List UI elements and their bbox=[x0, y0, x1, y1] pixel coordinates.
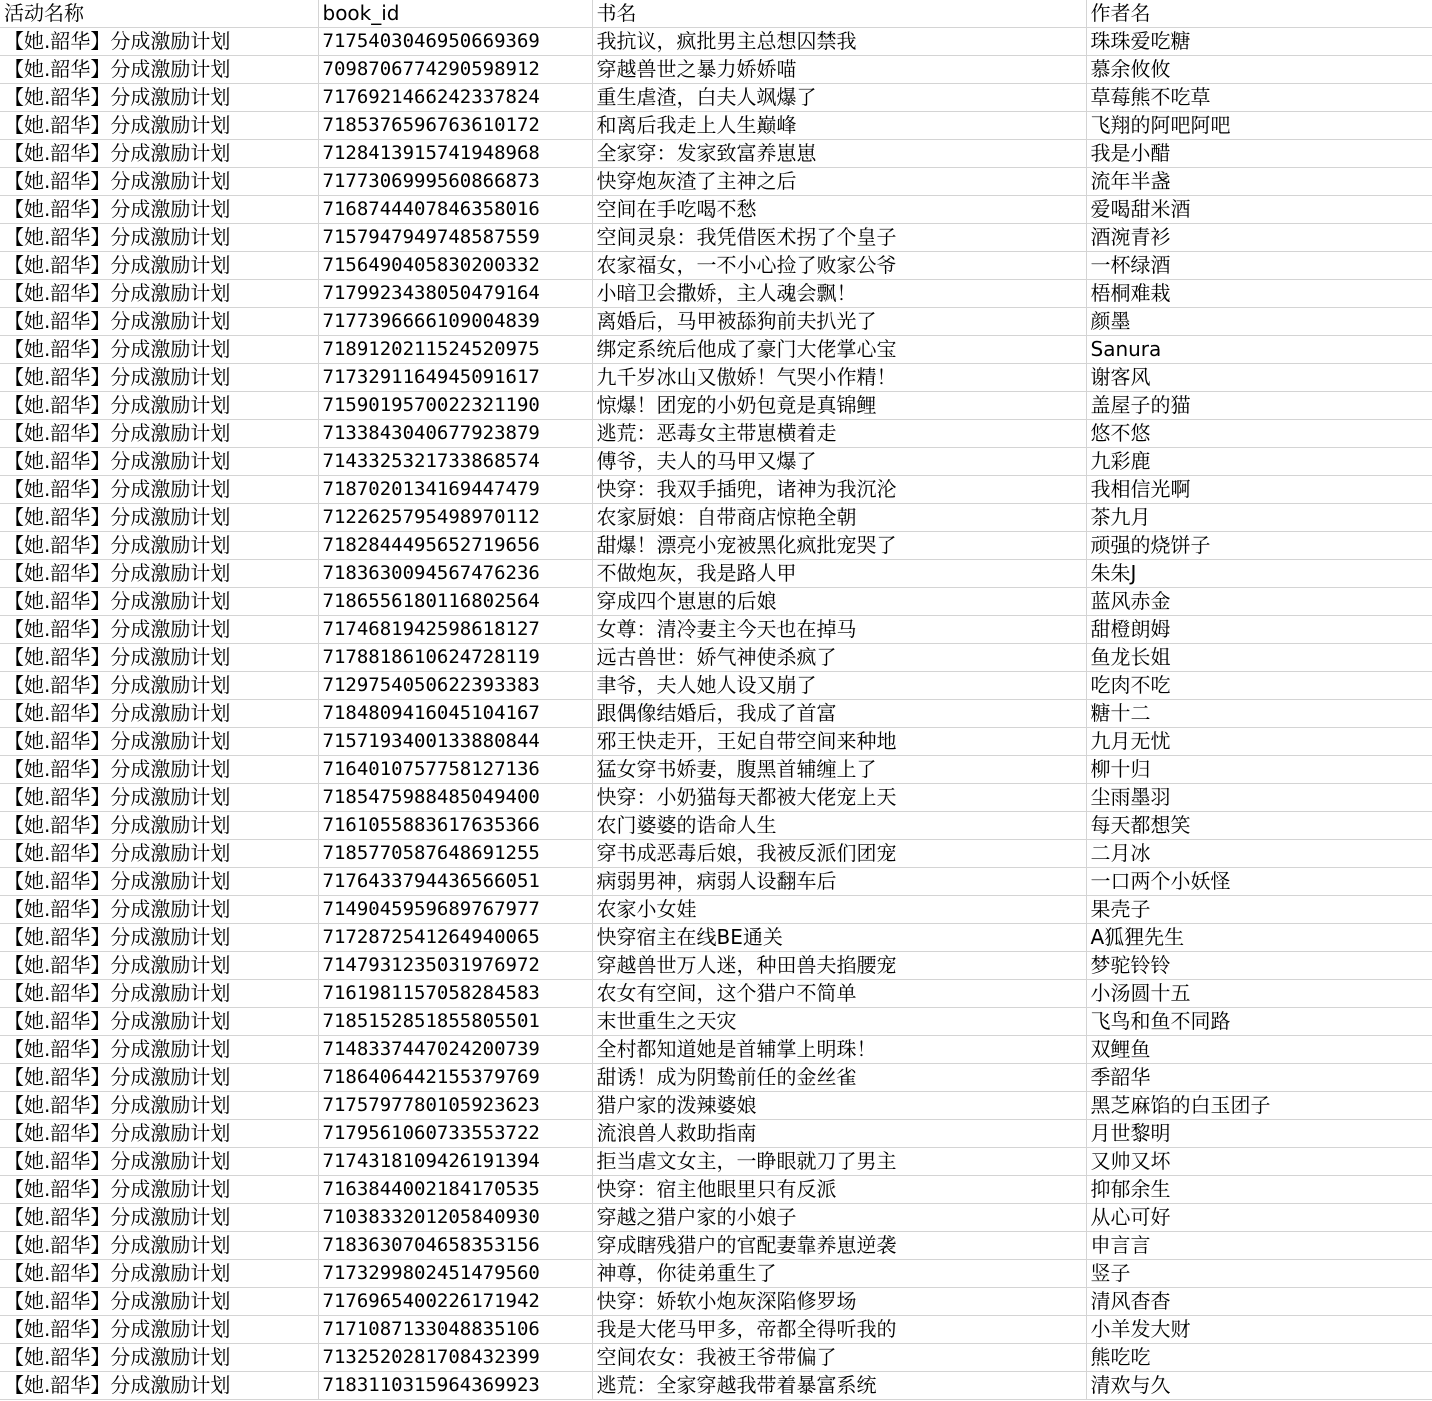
cell-book-id[interactable]: 7159019570022321190 bbox=[318, 392, 592, 420]
table-row bbox=[0, 644, 1432, 672]
table-row bbox=[0, 1260, 1432, 1288]
cell-book-title[interactable]: 穿书成恶毒后娘，我被反派们团宠 bbox=[592, 840, 1086, 868]
table-row bbox=[0, 1204, 1432, 1232]
cell-book-id[interactable]: 7147931235031976972 bbox=[318, 952, 592, 980]
cell-activity-name[interactable]: 【她.韶华】分成激励计划 bbox=[0, 812, 318, 840]
cell-author-name[interactable]: 顽强的烧饼子 bbox=[1086, 532, 1432, 560]
cell-author-name[interactable]: 小汤圆十五 bbox=[1086, 980, 1432, 1008]
cell-activity-name[interactable]: 【她.韶华】分成激励计划 bbox=[0, 1260, 318, 1288]
table-row bbox=[0, 224, 1432, 252]
cell-book-title[interactable]: 穿越兽世万人迷，种田兽夫掐腰宠 bbox=[592, 952, 1086, 980]
cell-author-name[interactable]: 熊吃吃 bbox=[1086, 1344, 1432, 1372]
cell-book-title[interactable]: 甜诱！成为阴鸷前任的金丝雀 bbox=[592, 1064, 1086, 1092]
cell-author-name[interactable]: 盖屋子的猫 bbox=[1086, 392, 1432, 420]
cell-activity-name[interactable]: 【她.韶华】分成激励计划 bbox=[0, 308, 318, 336]
cell-book-title[interactable]: 末世重生之天灾 bbox=[592, 1008, 1086, 1036]
cell-author-name[interactable]: 月世黎明 bbox=[1086, 1120, 1432, 1148]
cell-book-id[interactable]: 7189120211524520975 bbox=[318, 336, 592, 364]
cell-book-title[interactable]: 重生虐渣，白夫人飒爆了 bbox=[592, 84, 1086, 112]
cell-author-name[interactable]: 我是小醋 bbox=[1086, 140, 1432, 168]
cell-book-title[interactable]: 快穿：我双手插兜，诸神为我沉沦 bbox=[592, 476, 1086, 504]
cell-book-id[interactable]: 7161055883617635366 bbox=[318, 812, 592, 840]
cell-activity-name[interactable]: 【她.韶华】分成激励计划 bbox=[0, 1036, 318, 1064]
cell-author-name[interactable]: 九彩鹿 bbox=[1086, 448, 1432, 476]
table-row bbox=[0, 1064, 1432, 1092]
table-row bbox=[0, 448, 1432, 476]
cell-book-id[interactable]: 7186406442155379769 bbox=[318, 1064, 592, 1092]
cell-book-title[interactable]: 跟偶像结婚后，我成了首富 bbox=[592, 700, 1086, 728]
table-row bbox=[0, 280, 1432, 308]
table-row bbox=[0, 1288, 1432, 1316]
table-row bbox=[0, 728, 1432, 756]
cell-activity-name[interactable]: 【她.韶华】分成激励计划 bbox=[0, 140, 318, 168]
cell-book-id[interactable]: 7161981157058284583 bbox=[318, 980, 592, 1008]
table-row bbox=[0, 840, 1432, 868]
cell-book-title[interactable]: 农家小女娃 bbox=[592, 896, 1086, 924]
header-activity-name[interactable]: 活动名称 bbox=[0, 0, 318, 28]
cell-book-id[interactable]: 7164010757758127136 bbox=[318, 756, 592, 784]
cell-activity-name[interactable]: 【她.韶华】分成激励计划 bbox=[0, 168, 318, 196]
cell-activity-name[interactable]: 【她.韶华】分成激励计划 bbox=[0, 952, 318, 980]
cell-book-title[interactable]: 离婚后，马甲被舔狗前夫扒光了 bbox=[592, 308, 1086, 336]
cell-author-name[interactable]: 清风杳杳 bbox=[1086, 1288, 1432, 1316]
cell-book-id[interactable]: 7149045959689767977 bbox=[318, 896, 592, 924]
cell-book-title[interactable]: 猛女穿书娇妻，腹黑首辅缠上了 bbox=[592, 756, 1086, 784]
cell-activity-name[interactable]: 【她.韶华】分成激励计划 bbox=[0, 280, 318, 308]
cell-book-title[interactable]: 神尊，你徒弟重生了 bbox=[592, 1260, 1086, 1288]
cell-book-id[interactable]: 7185152851855805501 bbox=[318, 1008, 592, 1036]
table-row bbox=[0, 616, 1432, 644]
cell-book-title[interactable]: 逃荒：恶毒女主带崽横着走 bbox=[592, 420, 1086, 448]
cell-book-id[interactable]: 7128413915741948968 bbox=[318, 140, 592, 168]
cell-author-name[interactable]: 酒涴青衫 bbox=[1086, 224, 1432, 252]
cell-activity-name[interactable]: 【她.韶华】分成激励计划 bbox=[0, 1176, 318, 1204]
cell-book-title[interactable]: 傅爷，夫人的马甲又爆了 bbox=[592, 448, 1086, 476]
cell-book-id[interactable]: 7122625795498970112 bbox=[318, 504, 592, 532]
cell-activity-name[interactable]: 【她.韶华】分成激励计划 bbox=[0, 672, 318, 700]
cell-activity-name[interactable]: 【她.韶华】分成激励计划 bbox=[0, 924, 318, 952]
cell-activity-name[interactable]: 【她.韶华】分成激励计划 bbox=[0, 840, 318, 868]
cell-activity-name[interactable]: 【她.韶华】分成激励计划 bbox=[0, 1344, 318, 1372]
cell-book-id[interactable]: 7173299802451479560 bbox=[318, 1260, 592, 1288]
cell-book-id[interactable]: 7183630094567476236 bbox=[318, 560, 592, 588]
table-row bbox=[0, 1120, 1432, 1148]
cell-activity-name[interactable]: 【她.韶华】分成激励计划 bbox=[0, 112, 318, 140]
cell-book-title[interactable]: 快穿：小奶猫每天都被大佬宠上天 bbox=[592, 784, 1086, 812]
cell-author-name[interactable]: 尘雨墨羽 bbox=[1086, 784, 1432, 812]
table-row bbox=[0, 700, 1432, 728]
cell-author-name[interactable]: 颜墨 bbox=[1086, 308, 1432, 336]
cell-book-id[interactable]: 7172872541264940065 bbox=[318, 924, 592, 952]
table-row bbox=[0, 252, 1432, 280]
table-row bbox=[0, 1232, 1432, 1260]
table-row bbox=[0, 364, 1432, 392]
cell-book-id[interactable]: 7185475988485049400 bbox=[318, 784, 592, 812]
cell-activity-name[interactable]: 【她.韶华】分成激励计划 bbox=[0, 980, 318, 1008]
table-row bbox=[0, 336, 1432, 364]
cell-book-id[interactable]: 7176921466242337824 bbox=[318, 84, 592, 112]
cell-author-name[interactable]: 二月冰 bbox=[1086, 840, 1432, 868]
table-row bbox=[0, 84, 1432, 112]
cell-activity-name[interactable]: 【她.韶华】分成激励计划 bbox=[0, 896, 318, 924]
cell-activity-name[interactable]: 【她.韶华】分成激励计划 bbox=[0, 1288, 318, 1316]
cell-activity-name[interactable]: 【她.韶华】分成激励计划 bbox=[0, 756, 318, 784]
cell-book-title[interactable]: 女尊：清冷妻主今天也在掉马 bbox=[592, 616, 1086, 644]
cell-book-title[interactable]: 快穿宿主在线BE通关 bbox=[592, 924, 1086, 952]
cell-author-name[interactable]: 鱼龙长姐 bbox=[1086, 644, 1432, 672]
cell-book-title[interactable]: 全村都知道她是首辅掌上明珠！ bbox=[592, 1036, 1086, 1064]
cell-author-name[interactable]: 果壳子 bbox=[1086, 896, 1432, 924]
cell-book-title[interactable]: 流浪兽人救助指南 bbox=[592, 1120, 1086, 1148]
table-row bbox=[0, 1092, 1432, 1120]
cell-activity-name[interactable]: 【她.韶华】分成激励计划 bbox=[0, 1120, 318, 1148]
table-row bbox=[0, 812, 1432, 840]
cell-book-title[interactable]: 空间农女：我被王爷带偏了 bbox=[592, 1344, 1086, 1372]
table-row bbox=[0, 476, 1432, 504]
cell-book-title[interactable]: 穿越之猎户家的小娘子 bbox=[592, 1204, 1086, 1232]
cell-activity-name[interactable]: 【她.韶华】分成激励计划 bbox=[0, 364, 318, 392]
cell-author-name[interactable]: 蓝风赤金 bbox=[1086, 588, 1432, 616]
cell-author-name[interactable]: 流年半盏 bbox=[1086, 168, 1432, 196]
cell-author-name[interactable]: 又帅又坏 bbox=[1086, 1148, 1432, 1176]
table-row bbox=[0, 896, 1432, 924]
table-row bbox=[0, 868, 1432, 896]
cell-book-title[interactable]: 农家厨娘：自带商店惊艳全朝 bbox=[592, 504, 1086, 532]
cell-book-title[interactable]: 病弱男神，病弱人设翻车后 bbox=[592, 868, 1086, 896]
cell-book-id[interactable]: 7176965400226171942 bbox=[318, 1288, 592, 1316]
cell-activity-name[interactable]: 【她.韶华】分成激励计划 bbox=[0, 588, 318, 616]
cell-book-id[interactable]: 7185376596763610172 bbox=[318, 112, 592, 140]
table-row bbox=[0, 532, 1432, 560]
cell-activity-name[interactable]: 【她.韶华】分成激励计划 bbox=[0, 224, 318, 252]
cell-book-id[interactable]: 7177306999560866873 bbox=[318, 168, 592, 196]
cell-author-name[interactable]: 茶九月 bbox=[1086, 504, 1432, 532]
cell-author-name[interactable]: 双鲤鱼 bbox=[1086, 1036, 1432, 1064]
cell-author-name[interactable]: 一口两个小妖怪 bbox=[1086, 868, 1432, 896]
cell-author-name[interactable]: 竖子 bbox=[1086, 1260, 1432, 1288]
cell-book-title[interactable]: 穿成四个崽崽的后娘 bbox=[592, 588, 1086, 616]
cell-book-title[interactable]: 远古兽世：娇气神使杀疯了 bbox=[592, 644, 1086, 672]
cell-book-title[interactable]: 空间灵泉：我凭借医术拐了个皇子 bbox=[592, 224, 1086, 252]
cell-book-title[interactable]: 猎户家的泼辣婆娘 bbox=[592, 1092, 1086, 1120]
cell-activity-name[interactable]: 【她.韶华】分成激励计划 bbox=[0, 336, 318, 364]
cell-activity-name[interactable]: 【她.韶华】分成激励计划 bbox=[0, 28, 318, 56]
cell-book-id[interactable]: 7174681942598618127 bbox=[318, 616, 592, 644]
cell-author-name[interactable]: 甜橙朗姆 bbox=[1086, 616, 1432, 644]
cell-author-name[interactable]: 从心可好 bbox=[1086, 1204, 1432, 1232]
table-row bbox=[0, 196, 1432, 224]
cell-activity-name[interactable]: 【她.韶华】分成激励计划 bbox=[0, 616, 318, 644]
cell-activity-name[interactable]: 【她.韶华】分成激励计划 bbox=[0, 1316, 318, 1344]
cell-activity-name[interactable]: 【她.韶华】分成激励计划 bbox=[0, 448, 318, 476]
cell-activity-name[interactable]: 【她.韶华】分成激励计划 bbox=[0, 868, 318, 896]
table-row bbox=[0, 952, 1432, 980]
cell-book-id[interactable]: 7163844002184170535 bbox=[318, 1176, 592, 1204]
cell-book-title[interactable]: 小暗卫会撒娇，主人魂会飘！ bbox=[592, 280, 1086, 308]
cell-book-id[interactable]: 7148337447024200739 bbox=[318, 1036, 592, 1064]
cell-book-id[interactable]: 7098706774290598912 bbox=[318, 56, 592, 84]
cell-author-name[interactable]: 一杯绿酒 bbox=[1086, 252, 1432, 280]
table-row bbox=[0, 672, 1432, 700]
cell-activity-name[interactable]: 【她.韶华】分成激励计划 bbox=[0, 56, 318, 84]
cell-author-name[interactable]: Sanura bbox=[1086, 336, 1432, 364]
cell-book-title[interactable]: 九千岁冰山又傲娇！气哭小作精！ bbox=[592, 364, 1086, 392]
cell-book-id[interactable]: 7168744407846358016 bbox=[318, 196, 592, 224]
header-author-name[interactable]: 作者名 bbox=[1086, 0, 1432, 28]
cell-book-title[interactable]: 我抗议，疯批男主总想囚禁我 bbox=[592, 28, 1086, 56]
cell-book-id[interactable]: 7177396666109004839 bbox=[318, 308, 592, 336]
table-row bbox=[0, 1344, 1432, 1372]
cell-book-id[interactable]: 7143325321733868574 bbox=[318, 448, 592, 476]
cell-book-title[interactable]: 农女有空间，这个猎户不简单 bbox=[592, 980, 1086, 1008]
cell-author-name[interactable]: 珠珠爱吃糖 bbox=[1086, 28, 1432, 56]
table-row bbox=[0, 392, 1432, 420]
cell-activity-name[interactable]: 【她.韶华】分成激励计划 bbox=[0, 1092, 318, 1120]
cell-activity-name[interactable]: 【她.韶华】分成激励计划 bbox=[0, 196, 318, 224]
cell-activity-name[interactable]: 【她.韶华】分成激励计划 bbox=[0, 728, 318, 756]
table-row bbox=[0, 756, 1432, 784]
cell-activity-name[interactable]: 【她.韶华】分成激励计划 bbox=[0, 784, 318, 812]
cell-book-id[interactable]: 7183630704658353156 bbox=[318, 1232, 592, 1260]
table-row bbox=[0, 308, 1432, 336]
cell-author-name[interactable]: 抑郁余生 bbox=[1086, 1176, 1432, 1204]
table-row bbox=[0, 980, 1432, 1008]
table-body bbox=[0, 28, 1432, 1400]
cell-author-name[interactable]: 柳十归 bbox=[1086, 756, 1432, 784]
cell-book-title[interactable]: 农家福女，一不小心捡了败家公爷 bbox=[592, 252, 1086, 280]
cell-activity-name[interactable]: 【她.韶华】分成激励计划 bbox=[0, 1008, 318, 1036]
table-row bbox=[0, 588, 1432, 616]
cell-author-name[interactable]: 糖十二 bbox=[1086, 700, 1432, 728]
cell-book-title[interactable]: 快穿：娇软小炮灰深陷修罗场 bbox=[592, 1288, 1086, 1316]
cell-author-name[interactable]: 小羊发大财 bbox=[1086, 1316, 1432, 1344]
cell-activity-name[interactable]: 【她.韶华】分成激励计划 bbox=[0, 1064, 318, 1092]
cell-activity-name[interactable]: 【她.韶华】分成激励计划 bbox=[0, 1148, 318, 1176]
table-row bbox=[0, 784, 1432, 812]
cell-book-id[interactable]: 7175797780105923623 bbox=[318, 1092, 592, 1120]
table-row bbox=[0, 1176, 1432, 1204]
cell-book-id[interactable]: 7175403046950669369 bbox=[318, 28, 592, 56]
cell-activity-name[interactable]: 【她.韶华】分成激励计划 bbox=[0, 560, 318, 588]
cell-book-title[interactable]: 空间在手吃喝不愁 bbox=[592, 196, 1086, 224]
cell-book-title[interactable]: 逃荒：全家穿越我带着暴富系统 bbox=[592, 1372, 1086, 1400]
header-row bbox=[0, 0, 1432, 28]
cell-author-name[interactable]: 梧桐难栽 bbox=[1086, 280, 1432, 308]
cell-author-name[interactable]: 清欢与久 bbox=[1086, 1372, 1432, 1400]
cell-activity-name[interactable]: 【她.韶华】分成激励计划 bbox=[0, 504, 318, 532]
cell-activity-name[interactable]: 【她.韶华】分成激励计划 bbox=[0, 252, 318, 280]
cell-author-name[interactable]: 吃肉不吃 bbox=[1086, 672, 1432, 700]
cell-author-name[interactable]: 黑芝麻馅的白玉团子 bbox=[1086, 1092, 1432, 1120]
cell-book-title[interactable]: 穿成瞎残猎户的官配妻靠养崽逆袭 bbox=[592, 1232, 1086, 1260]
cell-book-title[interactable]: 穿越兽世之暴力娇娇喵 bbox=[592, 56, 1086, 84]
cell-author-name[interactable]: 申言言 bbox=[1086, 1232, 1432, 1260]
cell-author-name[interactable]: 梦驼铃铃 bbox=[1086, 952, 1432, 980]
cell-author-name[interactable]: 谢客风 bbox=[1086, 364, 1432, 392]
cell-author-name[interactable]: 我相信光啊 bbox=[1086, 476, 1432, 504]
cell-activity-name[interactable]: 【她.韶华】分成激励计划 bbox=[0, 1372, 318, 1400]
cell-book-title[interactable]: 邪王快走开，王妃自带空间来种地 bbox=[592, 728, 1086, 756]
header-book-id[interactable]: book_id bbox=[318, 0, 592, 28]
table-row bbox=[0, 560, 1432, 588]
cell-author-name[interactable]: 九月无忧 bbox=[1086, 728, 1432, 756]
cell-book-id[interactable]: 7157193400133880844 bbox=[318, 728, 592, 756]
cell-book-title[interactable]: 农门婆婆的诰命人生 bbox=[592, 812, 1086, 840]
cell-activity-name[interactable]: 【她.韶华】分成激励计划 bbox=[0, 1232, 318, 1260]
cell-book-title[interactable]: 拒当虐文女主，一睁眼就刀了男主 bbox=[592, 1148, 1086, 1176]
cell-activity-name[interactable]: 【她.韶华】分成激励计划 bbox=[0, 84, 318, 112]
cell-activity-name[interactable]: 【她.韶华】分成激励计划 bbox=[0, 644, 318, 672]
cell-activity-name[interactable]: 【她.韶华】分成激励计划 bbox=[0, 392, 318, 420]
table-row bbox=[0, 112, 1432, 140]
cell-activity-name[interactable]: 【她.韶华】分成激励计划 bbox=[0, 700, 318, 728]
cell-book-title[interactable]: 我是大佬马甲多，帝都全得听我的 bbox=[592, 1316, 1086, 1344]
cell-book-id[interactable]: 7173291164945091617 bbox=[318, 364, 592, 392]
cell-book-id[interactable]: 7174318109426191394 bbox=[318, 1148, 592, 1176]
cell-activity-name[interactable]: 【她.韶华】分成激励计划 bbox=[0, 476, 318, 504]
table-row bbox=[0, 1316, 1432, 1344]
cell-book-id[interactable]: 7182844495652719656 bbox=[318, 532, 592, 560]
cell-activity-name[interactable]: 【她.韶华】分成激励计划 bbox=[0, 420, 318, 448]
table-row bbox=[0, 168, 1432, 196]
header-book-title[interactable]: 书名 bbox=[592, 0, 1086, 28]
cell-author-name[interactable]: 飞翔的阿吧阿吧 bbox=[1086, 112, 1432, 140]
cell-book-title[interactable]: 绑定系统后他成了豪门大佬掌心宝 bbox=[592, 336, 1086, 364]
cell-author-name[interactable]: 爱喝甜米酒 bbox=[1086, 196, 1432, 224]
cell-author-name[interactable]: 飞鸟和鱼不同路 bbox=[1086, 1008, 1432, 1036]
cell-book-id[interactable]: 7176433794436566051 bbox=[318, 868, 592, 896]
cell-author-name[interactable]: 悠不悠 bbox=[1086, 420, 1432, 448]
table-row bbox=[0, 56, 1432, 84]
cell-book-id[interactable]: 7179561060733553722 bbox=[318, 1120, 592, 1148]
table-row bbox=[0, 924, 1432, 952]
cell-book-title[interactable]: 甜爆！漂亮小宠被黑化疯批宠哭了 bbox=[592, 532, 1086, 560]
cell-activity-name[interactable]: 【她.韶华】分成激励计划 bbox=[0, 532, 318, 560]
cell-author-name[interactable]: 草莓熊不吃草 bbox=[1086, 84, 1432, 112]
cell-book-title[interactable]: 快穿：宿主他眼里只有反派 bbox=[592, 1176, 1086, 1204]
cell-author-name[interactable]: 季韶华 bbox=[1086, 1064, 1432, 1092]
table-row bbox=[0, 28, 1432, 56]
cell-book-id[interactable]: 7179923438050479164 bbox=[318, 280, 592, 308]
table-row bbox=[0, 420, 1432, 448]
table-row bbox=[0, 140, 1432, 168]
cell-book-id[interactable]: 7156490405830200332 bbox=[318, 252, 592, 280]
cell-book-id[interactable]: 7132520281708432399 bbox=[318, 1344, 592, 1372]
table-row bbox=[0, 1036, 1432, 1064]
table-row bbox=[0, 1008, 1432, 1036]
cell-book-id[interactable]: 7184809416045104167 bbox=[318, 700, 592, 728]
table-row bbox=[0, 504, 1432, 532]
cell-book-title[interactable]: 和离后我走上人生巅峰 bbox=[592, 112, 1086, 140]
cell-author-name[interactable]: 朱朱J bbox=[1086, 560, 1432, 588]
table-row bbox=[0, 1148, 1432, 1176]
cell-book-id[interactable]: 7183110315964369923 bbox=[318, 1372, 592, 1400]
cell-book-id[interactable]: 7171087133048835106 bbox=[318, 1316, 592, 1344]
cell-author-name[interactable]: 慕余攸攸 bbox=[1086, 56, 1432, 84]
cell-author-name[interactable]: A狐狸先生 bbox=[1086, 924, 1432, 952]
cell-book-id[interactable]: 7129754050622393383 bbox=[318, 672, 592, 700]
cell-author-name[interactable]: 每天都想笑 bbox=[1086, 812, 1432, 840]
cell-book-title[interactable]: 不做炮灰，我是路人甲 bbox=[592, 560, 1086, 588]
cell-book-id[interactable]: 7178818610624728119 bbox=[318, 644, 592, 672]
cell-book-title[interactable]: 全家穿：发家致富养崽崽 bbox=[592, 140, 1086, 168]
cell-book-id[interactable]: 7186556180116802564 bbox=[318, 588, 592, 616]
cell-book-id[interactable]: 7185770587648691255 bbox=[318, 840, 592, 868]
cell-book-id[interactable]: 7157947949748587559 bbox=[318, 224, 592, 252]
cell-book-title[interactable]: 惊爆！团宠的小奶包竟是真锦鲤 bbox=[592, 392, 1086, 420]
cell-book-title[interactable]: 快穿炮灰渣了主神之后 bbox=[592, 168, 1086, 196]
table-row bbox=[0, 1372, 1432, 1400]
cell-book-id[interactable]: 7187020134169447479 bbox=[318, 476, 592, 504]
cell-book-id[interactable]: 7103833201205840930 bbox=[318, 1204, 592, 1232]
cell-book-id[interactable]: 7133843040677923879 bbox=[318, 420, 592, 448]
cell-book-title[interactable]: 聿爷，夫人她人设又崩了 bbox=[592, 672, 1086, 700]
cell-activity-name[interactable]: 【她.韶华】分成激励计划 bbox=[0, 1204, 318, 1232]
